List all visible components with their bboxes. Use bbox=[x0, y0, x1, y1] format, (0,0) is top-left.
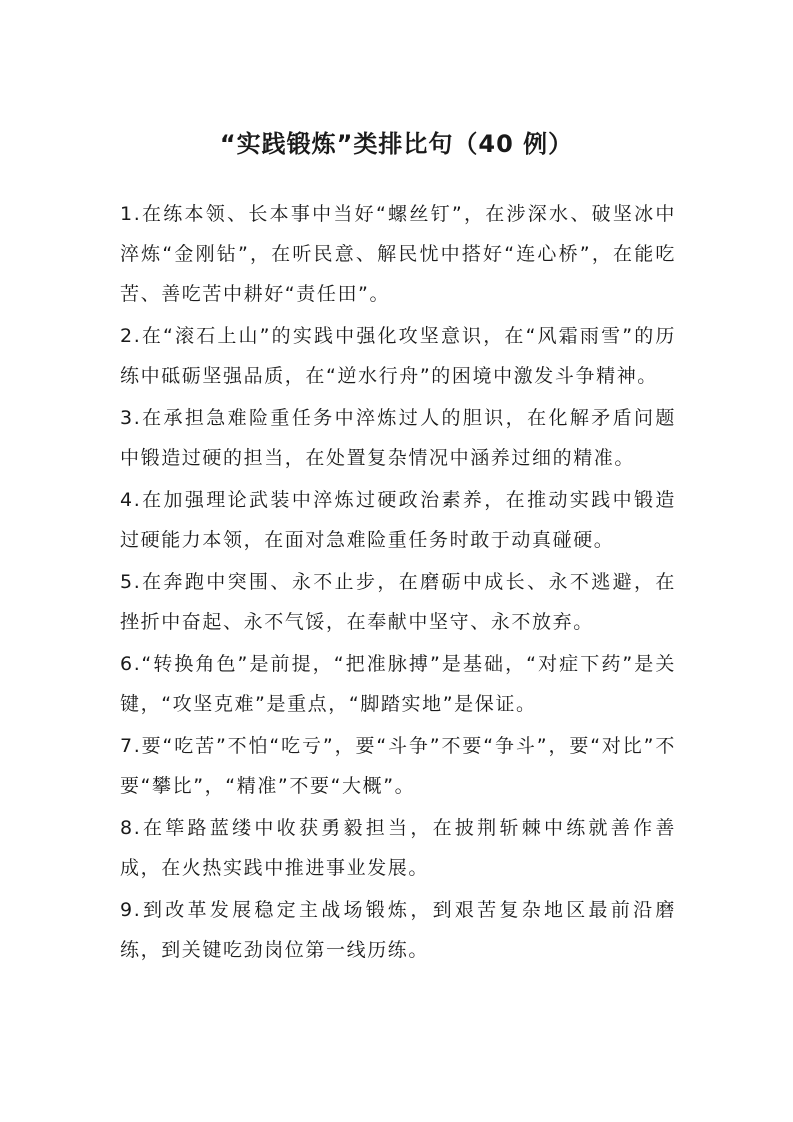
list-item: 6.“转换角色”是前提，“把准脉搏”是基础，“对症下药”是关键，“攻坚克难”是重点，“脚踏实地”是保证。 bbox=[120, 653, 676, 715]
list-item: 9.到改革发展稳定主战场锻炼，到艰苦复杂地区最前沿磨练，到关键吃劲岗位第一线历练。 bbox=[120, 899, 676, 961]
page-title: “实践锻炼”类排比句（40 例） bbox=[219, 130, 574, 158]
list-item: 3.在承担急难险重任务中淬炼过人的胆识，在化解矛盾问题中锻造过硬的担当，在处置复杂情况中涵养过细的精准。 bbox=[120, 407, 676, 469]
list-item: 7.要“吃苦”不怕“吃亏”，要“斗争”不要“争斗”，要“对比”不要“攀比”，“精准”不要“大概”。 bbox=[120, 735, 676, 797]
document-body bbox=[120, 194, 676, 972]
list-item: 2.在“滚石上山”的实践中强化攻坚意识，在“风霜雨雪”的历练中砥砺坚强品质，在“逆水行舟”的困境中激发斗争精神。 bbox=[120, 325, 676, 387]
list-item: 5.在奔跑中突围、永不止步，在磨砺中成长、永不逃避，在挫折中奋起、永不气馁，在奉献中坚守、永不放弃。 bbox=[120, 571, 676, 633]
list-item: 8.在筚路蓝缕中收获勇毅担当，在披荆斩棘中练就善作善成，在火热实践中推进事业发展。 bbox=[120, 817, 676, 879]
list-item: 4.在加强理论武装中淬炼过硬政治素养，在推动实践中锻造过硬能力本领，在面对急难险重任务时敢于动真碰硬。 bbox=[120, 489, 676, 551]
list-item: 1.在练本领、长本事中当好“螺丝钉”，在涉深水、破坚冰中淬炼“金刚钻”，在听民意、解民忧中搭好“连心桥”，在能吃苦、善吃苦中耕好“责任田”。 bbox=[120, 203, 676, 305]
